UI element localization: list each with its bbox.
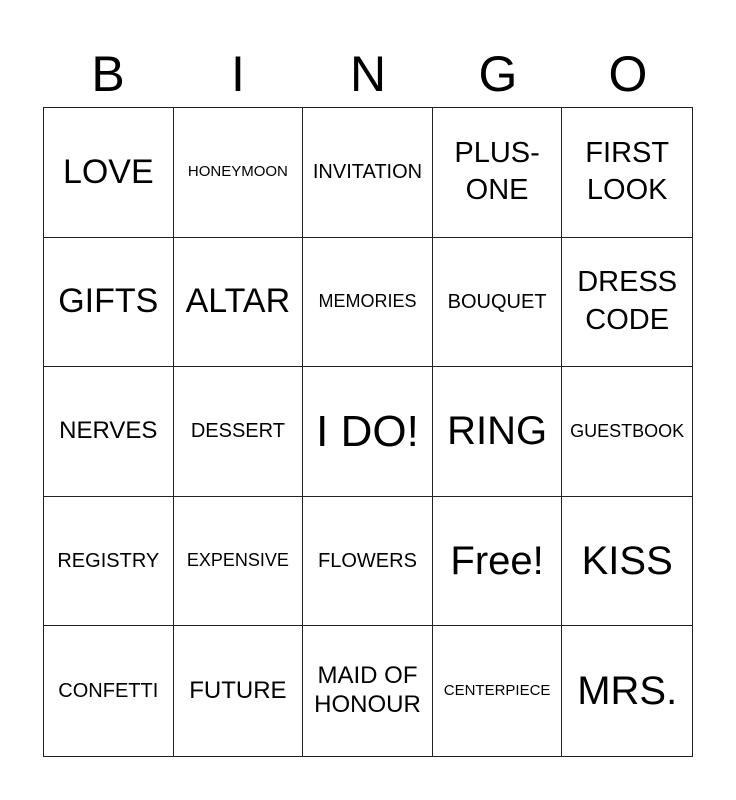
bingo-cell-r2-c2[interactable]: I DO! [303, 367, 433, 497]
bingo-cell-r4-c1[interactable]: FUTURE [174, 626, 304, 756]
bingo-cell-r3-c1[interactable]: EXPENSIVE [174, 497, 304, 627]
bingo-cell-r4-c0[interactable]: CONFETTI [44, 626, 174, 756]
bingo-cell-r4-c3[interactable]: CENTERPIECE [433, 626, 563, 756]
bingo-cell-r1-c0[interactable]: GIFTS [44, 238, 174, 368]
bingo-cell-r0-c0[interactable]: LOVE [44, 108, 174, 238]
bingo-header [43, 42, 693, 106]
bingo-cell-r3-c4[interactable]: KISS [562, 497, 692, 627]
bingo-cell-r2-c0[interactable]: NERVES [44, 367, 174, 497]
bingo-cell-r1-c3[interactable]: BOUQUET [433, 238, 563, 368]
bingo-cell-r0-c1[interactable]: HONEYMOON [174, 108, 304, 238]
bingo-cell-r0-c4[interactable]: FIRST LOOK [562, 108, 692, 238]
bingo-board [43, 107, 693, 757]
bingo-cell-r1-c2[interactable]: MEMORIES [303, 238, 433, 368]
header-letter-b: B [91, 46, 125, 102]
bingo-cell-r0-c3[interactable]: PLUS-ONE [433, 108, 563, 238]
header-letter-o: O [608, 46, 648, 102]
bingo-cell-r3-c2[interactable]: FLOWERS [303, 497, 433, 627]
header-letter-g: G [478, 46, 518, 102]
bingo-cell-r0-c2[interactable]: INVITATION [303, 108, 433, 238]
free-space[interactable]: Free! [433, 497, 563, 627]
bingo-cell-r2-c4[interactable]: GUESTBOOK [562, 367, 692, 497]
bingo-cell-r4-c2[interactable]: MAID OF HONOUR [303, 626, 433, 756]
bingo-cell-r2-c1[interactable]: DESSERT [174, 367, 304, 497]
bingo-cell-r1-c1[interactable]: ALTAR [174, 238, 304, 368]
header-letter-n: N [349, 46, 387, 102]
bingo-cell-r1-c4[interactable]: DRESS CODE [562, 238, 692, 368]
bingo-cell-r4-c4[interactable]: MRS. [577, 669, 678, 714]
header-letter-i: I [231, 46, 245, 102]
bingo-cell-r3-c0[interactable]: REGISTRY [44, 497, 174, 627]
bingo-cell-r2-c3[interactable]: RING [433, 367, 563, 497]
